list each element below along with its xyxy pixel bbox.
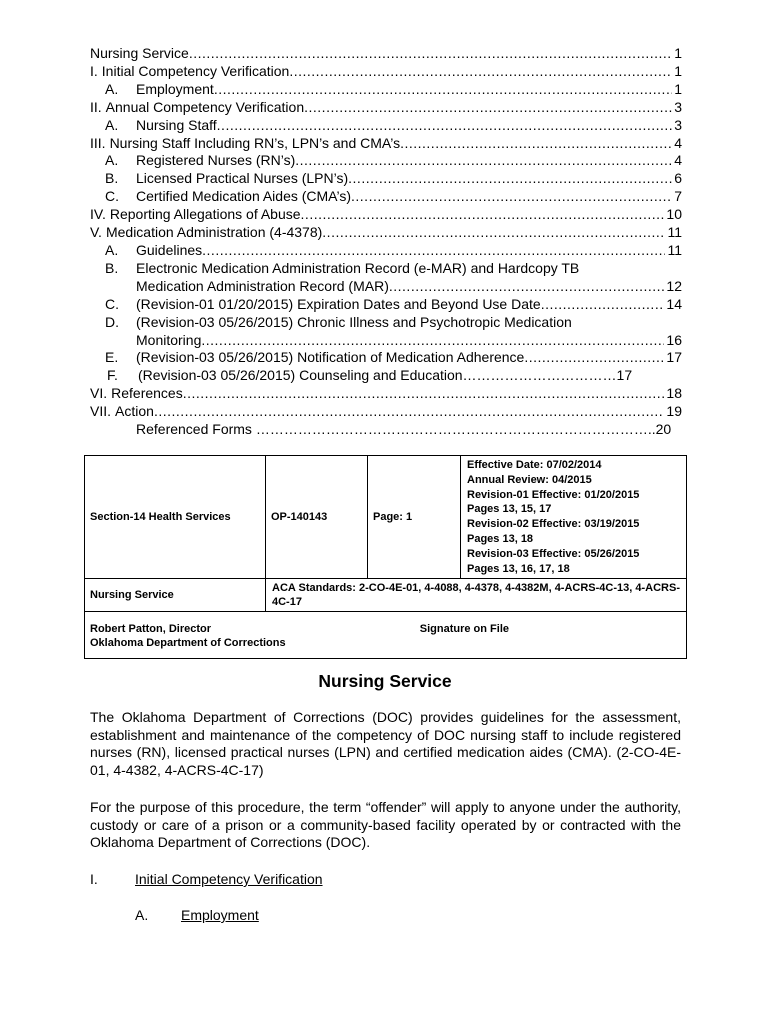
toc-entry-title: (Revision-01 01/20/2015) Expiration Dates and Beyond Use Date <box>136 295 541 312</box>
toc-entry-number: C. <box>105 295 119 312</box>
toc-entry <box>90 421 682 439</box>
toc-entry-number: A. <box>105 116 119 133</box>
toc-entry-number: D. <box>105 313 119 330</box>
policy-header-table <box>84 455 687 659</box>
toc-entry-title: Action <box>115 403 154 420</box>
table-of-contents <box>90 45 682 439</box>
toc-entry-title: Licensed Practical Nurses (LPN’s) <box>136 170 349 187</box>
toc-entry <box>90 314 682 332</box>
toc-entry-number: VII. <box>90 403 112 420</box>
toc-entry <box>90 117 682 135</box>
toc-dot-leader <box>389 278 665 296</box>
toc-dot-leader <box>351 188 672 206</box>
intro-paragraph: The Oklahoma Department of Corrections (DOC) provides guidelines for the assessment, establishment and maintenance of the competency of DOC nursing staff to include registered nurses (RN), licensed practical nurses (LPN) and certified medication aides (CMA). (2-CO-4E-01, 4-4382, 4-ACRS-4C-17) <box>90 709 681 778</box>
effective-dates-cell <box>461 456 687 579</box>
aca-standards-cell: ACA Standards: 2-CO-4E-01, 4-4088, 4-4378, 4-4382M, 4-ACRS-4C-13, 4-ACRS-4C-17 <box>266 579 687 612</box>
subject-cell: Nursing Service <box>85 579 266 612</box>
toc-entry-page: 12 <box>666 277 682 294</box>
toc-entry-page: 1 <box>674 45 682 61</box>
signer-organization: Oklahoma Department of Corrections <box>90 637 286 650</box>
toc-dot-leader <box>202 242 665 260</box>
toc-entry-number: II. <box>90 98 102 115</box>
toc-entry <box>90 260 682 278</box>
toc-entry-title: Certified Medication Aides (CMA’s) <box>136 188 352 205</box>
effective-date-line: Effective Date: 07/02/2014 <box>467 459 602 471</box>
toc-entry-number: I. <box>90 62 98 79</box>
toc-entry-title: Reporting Allegations of Abuse <box>109 206 301 223</box>
toc-dot-leader <box>154 403 664 421</box>
toc-entry-title: References <box>111 385 183 402</box>
toc-dot-leader <box>400 135 672 153</box>
toc-entry-number: F. <box>107 367 118 384</box>
toc-dot-leader <box>289 63 672 81</box>
toc-entry-page: 4 <box>674 134 682 151</box>
toc-entry <box>90 170 682 188</box>
toc-entry-page: 16 <box>666 331 682 348</box>
toc-dot-leader <box>295 152 672 170</box>
toc-entry <box>90 224 682 242</box>
signature-cell <box>85 612 687 659</box>
toc-entry-page: 19 <box>666 403 682 420</box>
toc-entry-number: A. <box>105 241 119 258</box>
toc-entry-title: Monitoring <box>136 331 202 348</box>
toc-entry-page: 11 <box>667 224 682 241</box>
toc-entry-page: 17 <box>666 349 682 366</box>
toc-entry-number: IV. <box>90 206 106 223</box>
subsection-heading-a <box>135 906 259 924</box>
toc-entry <box>90 349 682 367</box>
toc-entry-title: Medication Administration Record (MAR) <box>136 277 389 294</box>
toc-dot-leader <box>524 349 664 367</box>
toc-dot-leader <box>183 385 665 403</box>
toc-entry <box>90 188 682 206</box>
section-cell: Section-14 Health Services <box>85 456 266 579</box>
toc-entry-number: VI. <box>90 385 108 402</box>
toc-entry-page: 18 <box>666 385 682 402</box>
definition-paragraph: For the purpose of this procedure, the term “offender” will apply to anyone under the authority, custody or care of a prison or a community-based facility operated by or contracted with the Oklahoma Department of Corrections (DOC). <box>90 799 681 851</box>
effective-date-line: Pages 13, 15, 17 <box>467 503 552 516</box>
toc-dot-leader <box>217 117 673 135</box>
toc-entry-page: 1 <box>674 62 682 79</box>
toc-entry <box>90 206 682 224</box>
toc-entry <box>90 367 682 385</box>
toc-entry-title: Annual Competency Verification <box>105 98 305 115</box>
toc-entry-page: 3 <box>674 116 682 133</box>
toc-entry-page: 14 <box>666 295 682 312</box>
toc-dot-leader <box>304 99 672 117</box>
toc-dot-leader <box>301 206 665 224</box>
toc-entry <box>90 242 682 260</box>
section-title: Initial Competency Verification <box>135 871 323 887</box>
toc-dot-leader <box>541 296 665 314</box>
toc-entry-title: Referenced Forms …………………………………………………………………………..20 <box>136 421 672 438</box>
toc-entry-title: Medication Administration (4-4378) <box>105 224 323 241</box>
toc-entry <box>90 403 682 421</box>
toc-entry <box>90 81 682 99</box>
page-title: Nursing Service <box>318 671 452 691</box>
toc-entry <box>90 152 682 170</box>
toc-entry-title: (Revision-03 05/26/2015) Counseling and Education……………………………17 <box>138 367 633 384</box>
toc-entry <box>90 278 682 296</box>
effective-date-line: Revision-03 Effective: 05/26/2015 <box>467 547 640 560</box>
toc-dot-leader <box>214 81 672 99</box>
toc-entry <box>90 296 682 314</box>
toc-entry-page: 10 <box>666 206 682 223</box>
toc-dot-leader <box>348 170 672 188</box>
toc-entry-title: (Revision-03 05/26/2015) Notification of Medication Adherence <box>136 349 525 366</box>
effective-date-line: Annual Review: 04/2015 <box>467 473 592 486</box>
toc-entry-title: Nursing Staff Including RN’s, LPN’s and CMA’s <box>109 134 401 151</box>
effective-date-line: Revision-01 Effective: 01/20/2015 <box>467 488 640 501</box>
toc-entry-page: 7 <box>674 188 682 205</box>
toc-entry-title: Initial Competency Verification <box>101 62 290 79</box>
section-number: I. <box>90 871 98 887</box>
toc-entry-number: A. <box>105 152 119 169</box>
toc-entry-page: 1 <box>674 80 682 97</box>
subsection-title: Employment <box>181 907 259 923</box>
signature-status: Signature on File <box>419 623 509 636</box>
toc-entry-page: 4 <box>674 152 682 169</box>
page-cell: Page: 1 <box>368 456 461 579</box>
op-number-cell: OP-140143 <box>266 456 368 579</box>
subsection-number: A. <box>135 907 149 923</box>
section-heading-1 <box>90 870 323 888</box>
toc-entry <box>90 385 682 403</box>
signer-name: Robert Patton, Director <box>90 623 212 636</box>
toc-dot-leader <box>189 45 672 63</box>
toc-entry-title: Nursing Staff <box>136 116 217 133</box>
toc-entry-title: Employment <box>136 80 214 97</box>
toc-entry-number: B. <box>105 170 119 187</box>
toc-entry-page: 3 <box>674 98 682 115</box>
toc-entry-number: B. <box>105 259 119 276</box>
effective-date-line: Revision-02 Effective: 03/19/2015 <box>467 518 640 531</box>
toc-entry <box>90 99 682 117</box>
toc-entry-page: 6 <box>674 170 682 187</box>
toc-entry-title: (Revision-03 05/26/2015) Chronic Illness and Psychotropic Medication <box>136 313 572 330</box>
toc-entry <box>90 63 682 81</box>
toc-entry-title: Electronic Medication Administration Record (e-MAR) and Hardcopy TB <box>136 259 580 276</box>
toc-entry-title: Registered Nurses (RN’s) <box>136 152 296 169</box>
toc-entry-number: V. <box>90 224 102 241</box>
toc-entry-number: III. <box>90 134 106 151</box>
effective-date-line: Pages 13, 18 <box>467 532 534 545</box>
toc-entry-page: 11 <box>667 241 682 258</box>
effective-date-line: Pages 13, 16, 17, 18 <box>467 562 570 575</box>
toc-entry-number: C. <box>105 188 119 205</box>
toc-dot-leader <box>201 332 664 350</box>
toc-entry <box>90 332 682 350</box>
toc-entry-title: Nursing Service <box>90 45 189 61</box>
toc-entry-number: E. <box>105 349 119 366</box>
toc-entry <box>90 135 682 153</box>
toc-entry-number: A. <box>105 80 119 97</box>
toc-entry <box>90 45 682 63</box>
toc-dot-leader <box>322 224 665 242</box>
toc-entry-title: Guidelines <box>136 241 203 258</box>
